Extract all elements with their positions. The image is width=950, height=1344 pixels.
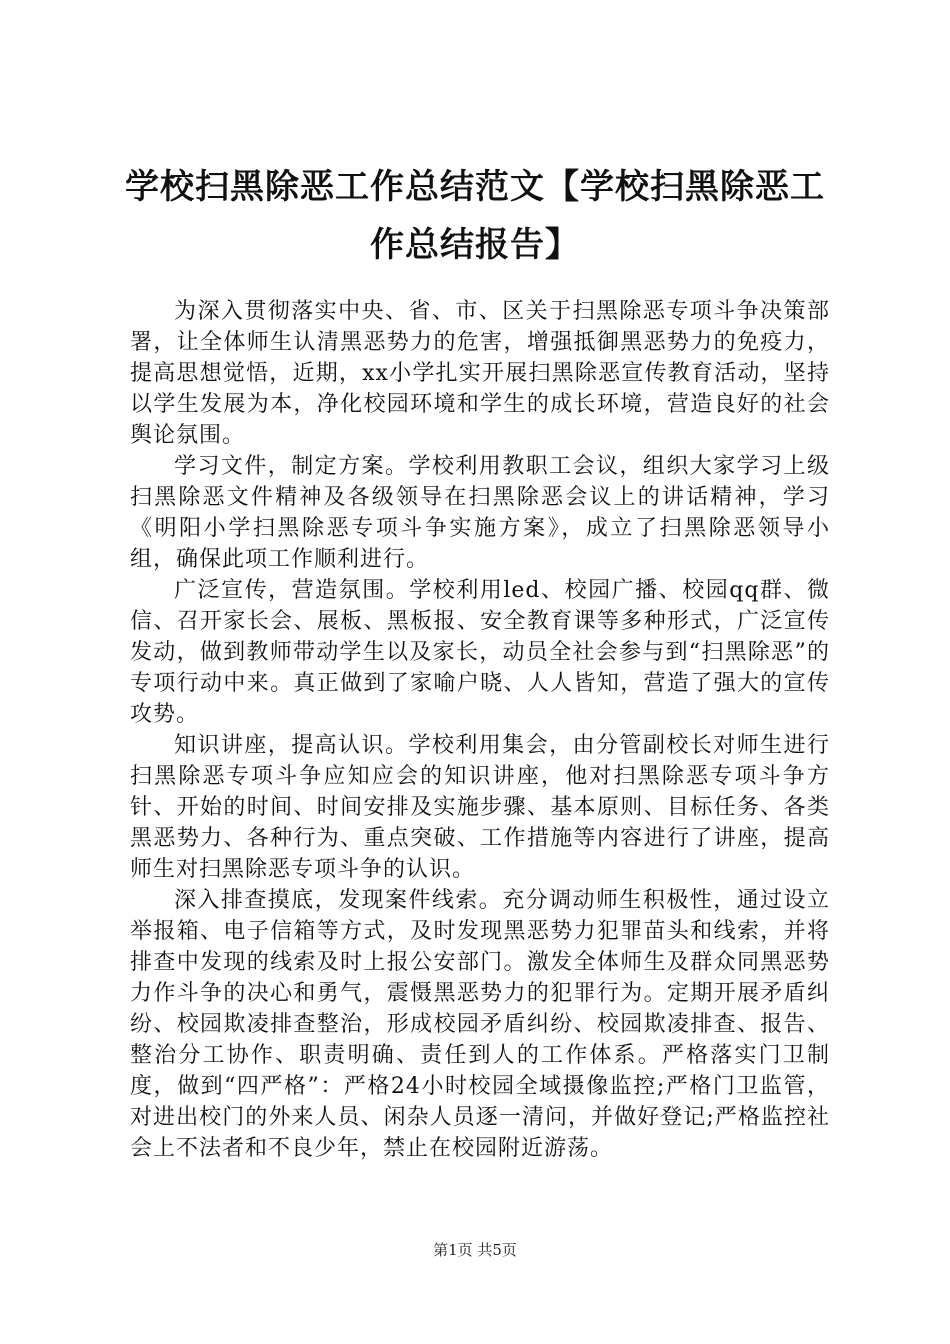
page-number-footer: 第1页 共5页 (433, 1241, 517, 1259)
document-body (130, 296, 830, 1164)
paragraph-study-documents: 学习文件，制定方案。学校利用教职工会议，组织大家学习上级扫黑除恶文件精神及各级领导在扫黑除恶会议上的讲话精神，学习《明阳小学扫黑除恶专项斗争实施方案》，成立了扫黑除恶领导小组，确保此项工作顺利进行。 (130, 454, 830, 572)
document-title: 学校扫黑除恶工作总结范文【学校扫黑除恶工作总结报告】 (125, 167, 825, 265)
paragraph-investigation: 深入排查摸底，发现案件线索。充分调动师生积极性，通过设立举报箱、电子信箱等方式，及时发现黑恶势力犯罪苗头和线索，并将排查中发现的线索及时上报公安部门。激发全体师生及群众同黑恶势力作斗争的决心和勇气，震慑黑恶势力的犯罪行为。定期开展矛盾纠纷、校园欺凌排查整治，形成校园矛盾纠纷、校园欺凌排查、报告、整治分工协作、职责明确、责任到人的工作体系。严格落实门卫制度，做到“四严格”：严格24小时校园全域摄像监控;严格门卫监管，对进出校门的外来人员、闲杂人员逐一清问，并做好登记;严格监控社会上不法者和不良少年，禁止在校园附近游荡。 (130, 888, 830, 1161)
paragraph-publicity: 广泛宣传，营造氛围。学校利用led、校园广播、校园qq群、微信、召开家长会、展板、黑板报、安全教育课等多种形式，广泛宣传发动，做到教师带动学生以及家长，动员全社会参与到“扫黑除恶”的专项行动中来。真正做到了家喻户晓、人人皆知，营造了强大的宣传攻势。 (130, 578, 830, 727)
paragraph-lecture: 知识讲座，提高认识。学校利用集会，由分管副校长对师生进行扫黑除恶专项斗争应知应会的知识讲座，他对扫黑除恶专项斗争方针、开始的时间、时间安排及实施步骤、基本原则、目标任务、各类黑恶势力、各种行为、重点突破、工作措施等内容进行了讲座，提高师生对扫黑除恶专项斗争的认识。 (130, 733, 830, 882)
paragraph-intro: 为深入贯彻落实中央、省、市、区关于扫黑除恶专项斗争决策部署，让全体师生认清黑恶势力的危害，增强抵御黑恶势力的免疫力，提高思想觉悟，近期，xx小学扎实开展扫黑除恶宣传教育活动，坚持以学生发展为本，净化校园环境和学生的成长环境，营造良好的社会舆论氛围。 (130, 299, 830, 448)
